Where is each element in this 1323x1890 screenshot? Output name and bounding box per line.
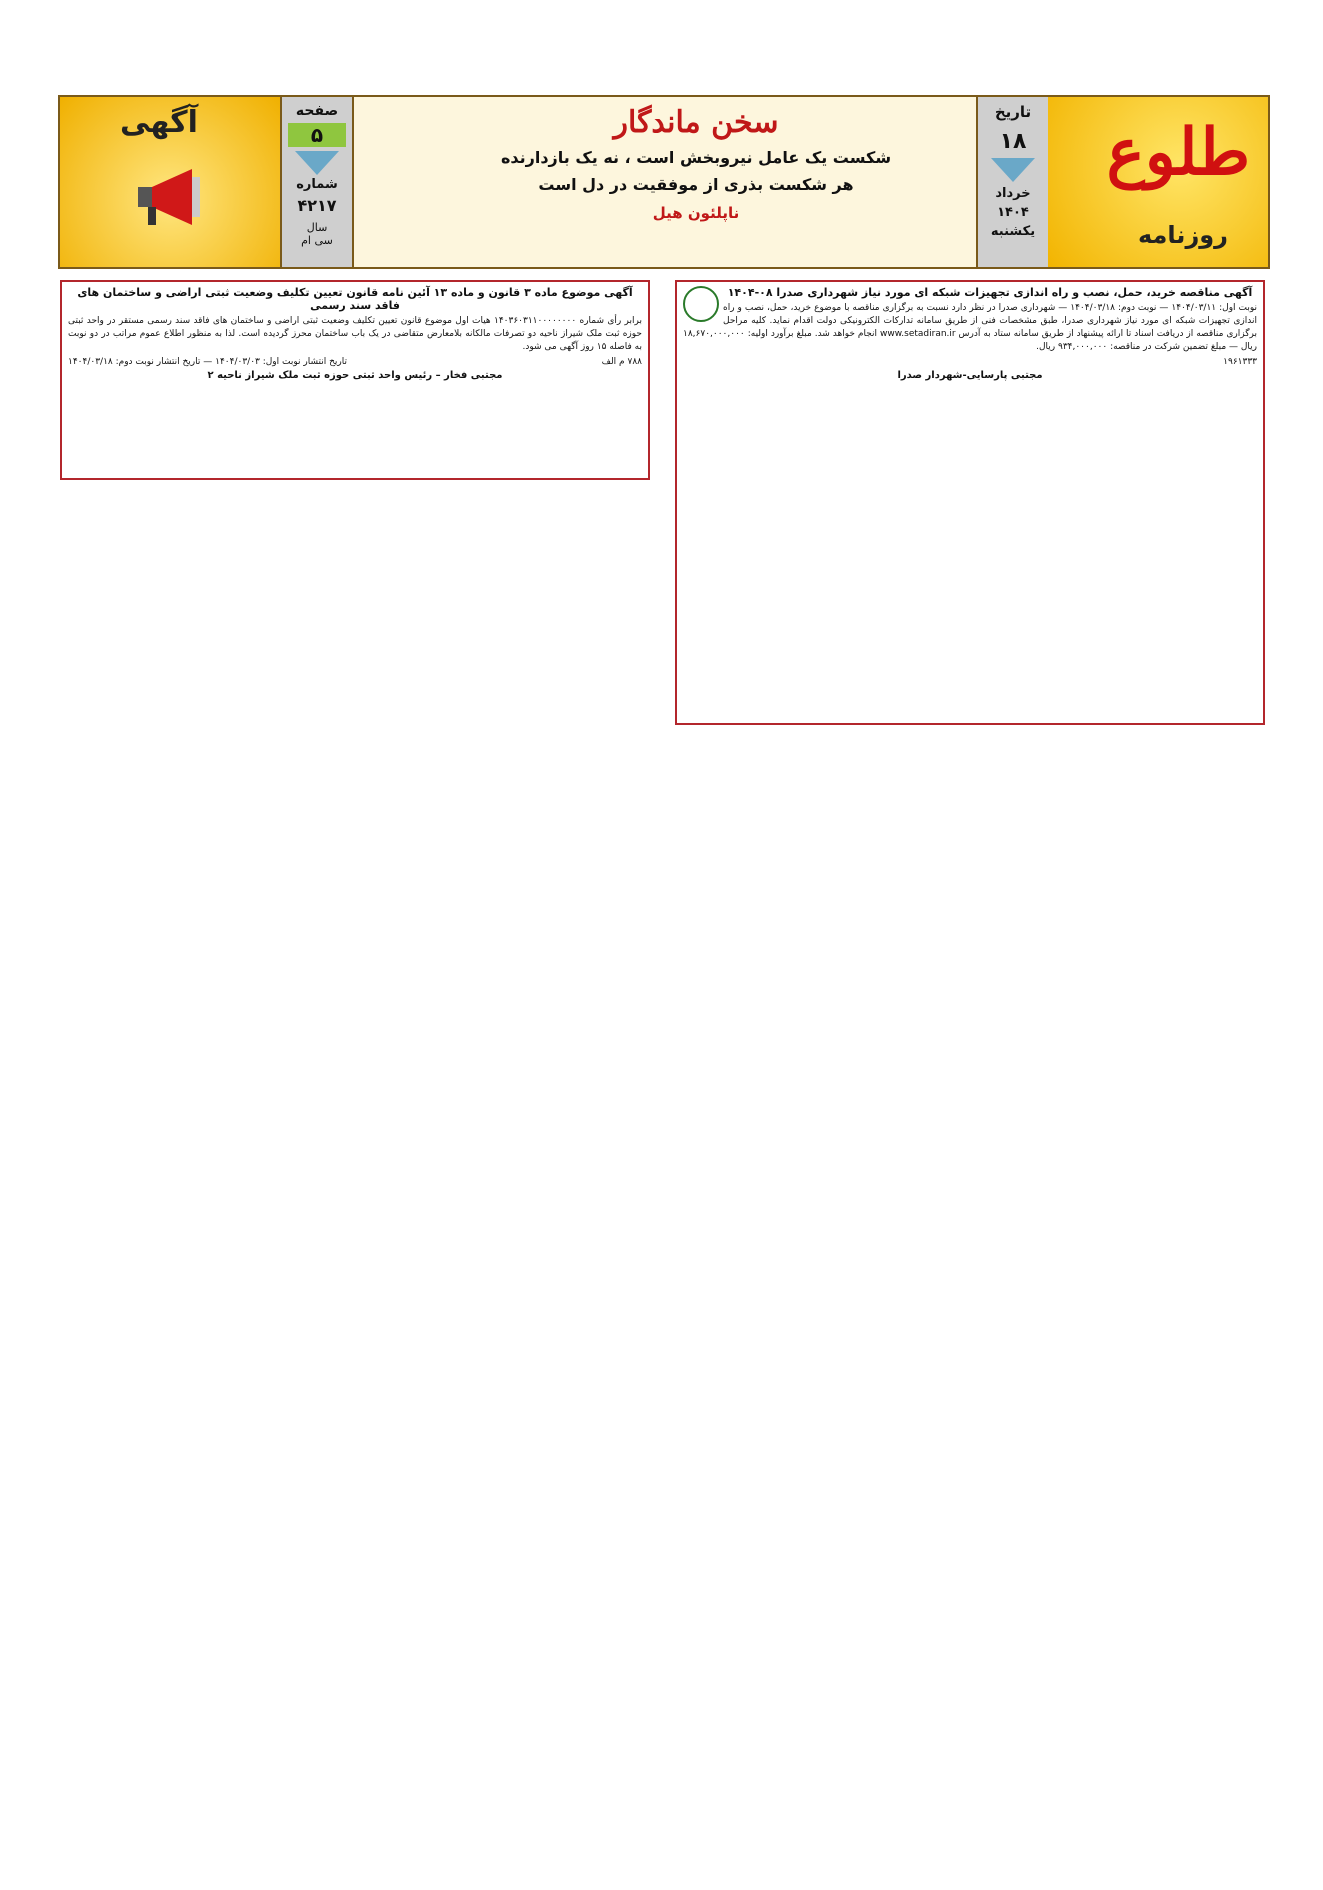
year-label: سال [306,221,328,234]
municipality-seal-icon [683,286,719,322]
legal-ad [60,280,650,480]
masthead [58,95,1270,269]
year-value: سی ام [301,234,333,247]
ad-signature: مجتبی پارسایی-شهردار صدرا [897,370,1043,381]
month: خرداد [995,186,1031,201]
date-box [976,97,1048,267]
ad-title: آگهی موضوع ماده ۳ قانون و ماده ۱۳ آئین نامه قانون تعیین تکلیف وضعیت ثبتی اراضی و ساختمان های فاقد سند رسمی [77,286,633,312]
quote-title: سخن ماندگار [613,105,779,140]
quote-line2: هر شکست بذری از موفقیت در دل است [538,175,854,194]
ads-title: آگهی [120,105,198,140]
brand-name: طلوع [1106,115,1250,190]
ad-body: برابر رأی شماره ۱۴۰۳۶۰۳۱۱۰۰۰۰۰۰۰۰ هیات اول موضوع قانون تعیین تکلیف وضعیت ثبتی اراضی و ساختمان های فاقد سند رسمی مستقر در واحد ثبتی حوزه ثبت ملک شیراز ناحیه دو تصرفات مالکانه بلامعارض متقاضی در یک باب ساختمان محرز گردیده است. لذا به منظور اطلاع عموم مراتب در دو نوبت به فاصله ۱۵ روز آگهی می شود. [68,316,643,352]
issue-number: ۴۲۱۷ [297,196,337,215]
ad-body: نوبت اول: ۱۴۰۴/۰۳/۱۱ — نوبت دوم: ۱۴۰۴/۰۳/۱۸ — شهرداری صدرا در نظر دارد نسبت به برگزاری مناقصه با موضوع خرید، حمل، نصب و راه اندازی تجهیزات شبکه ای مورد نیاز شهرداری صدرا، طبق مشخصات فنی از طریق سامانه تدارکات الکترونیکی دولت اقدام نماید. کلیه مراحل برگزاری مناقصه از دریافت اسناد تا ارائه پیشنهاد از طریق سامانه ستاد به آدرس www.setadiran.ir انجام خواهد شد. مبلغ برآورد اولیه: ۱۸,۶۷۰,۰۰۰,۰۰۰ ریال — مبلغ تضمین شرکت در مناقصه: ۹۳۴,۰۰۰,۰۰۰ ریال. [683,303,1258,352]
day: ۱۸ [999,129,1027,154]
ad-code: ۷۸۸ م الف [601,357,642,367]
triangle-icon [991,158,1035,182]
triangle-icon [295,151,339,175]
ad-date: تاریخ انتشار نوبت اول: ۱۴۰۴/۰۳/۰۳ — تاریخ انتشار نوبت دوم: ۱۴۰۴/۰۳/۱۸ [68,357,347,367]
ad-code: ۱۹۶۱۳۳۳ [1223,357,1257,367]
paper-label: روزنامه [1138,221,1228,249]
ad-title: آگهی مناقصه خرید، حمل، نصب و راه اندازی تجهیزات شبکه ای مورد نیاز شهرداری صدرا ۰۸-۱۴۰۴ [727,286,1253,299]
ad-signature: مجتبی فخار – رئیس واحد ثبتی حوزه ثبت ملک شیراز ناحیه ۲ [207,370,503,381]
date-label: تاریخ [994,103,1032,121]
quote-line1: شکست یک عامل نیروبخش است ، نه یک بازدارنده [500,148,892,167]
quote-box [416,97,976,267]
page-label: صفحه [295,103,339,119]
issue-label: شماره [296,177,338,192]
page-box [280,97,354,267]
ads-banner [60,97,280,267]
quote-author: ناپلئون هیل [652,204,740,222]
weekday: یکشنبه [990,224,1036,239]
year: ۱۴۰۴ [997,205,1029,220]
megaphone-icon [130,157,210,237]
logo [1046,97,1268,267]
page-number: ۵ [288,123,346,147]
tender-ad [675,280,1265,725]
